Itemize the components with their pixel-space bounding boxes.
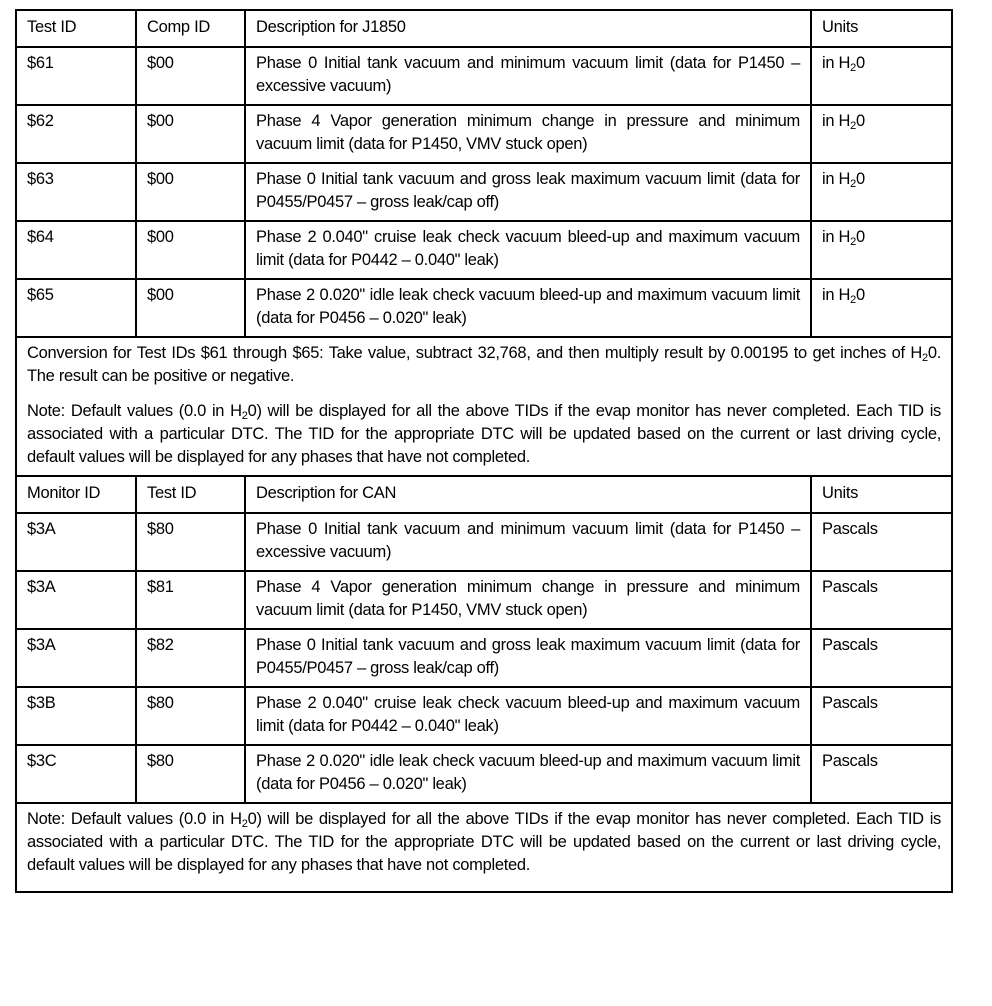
- units-subscript: 2: [850, 178, 856, 190]
- can-header-row: [16, 476, 952, 513]
- description-cell: Phase 2 0.040" cruise leak check vacuum bleed-up and maximum vacuum limit (data for P0442 – 0.040" leak): [245, 221, 811, 279]
- units-suffix: 0: [855, 286, 865, 304]
- conversion-subscript: 2: [922, 352, 928, 364]
- note-text: Note: Default values (0.0 in H: [27, 402, 242, 420]
- units-suffix: 0: [855, 112, 865, 130]
- comp-id-cell: $00: [136, 279, 245, 337]
- can-notes-cell: [16, 803, 952, 892]
- test-id-cell: $80: [136, 745, 245, 803]
- note-text-end: 0) will be displayed for all the above TIDs if the evap monitor has never completed. Each TID is associated with a particular DTC. The TID for the appropriate DTC will be updated based on the current or last driving cycle, default values will be displayed for any phases that have not completed.: [27, 810, 942, 874]
- monitor-id-cell: $3A: [16, 571, 136, 629]
- units-prefix: in H: [822, 54, 851, 72]
- table-row: [16, 687, 952, 745]
- description-cell: Phase 2 0.020" idle leak check vacuum bleed-up and maximum vacuum limit (data for P0456 – 0.020" leak): [245, 745, 811, 803]
- note-text-end: 0) will be displayed for all the above TIDs if the evap monitor has never completed. Each TID is associated with a particular DTC. The TID for the appropriate DTC will be updated based on the current or last driving cycle, default values will be displayed for any phases that have not completed.: [27, 402, 942, 466]
- units-subscript: 2: [850, 294, 856, 306]
- note-subscript: 2: [241, 818, 248, 830]
- units-suffix: 0: [855, 170, 865, 188]
- units-suffix: 0: [855, 54, 865, 72]
- units-subscript: 2: [850, 120, 856, 132]
- units-cell: [811, 221, 952, 279]
- table-row: [16, 163, 952, 221]
- j1850-notes-cell: [16, 337, 952, 476]
- test-id-cell: $81: [136, 571, 245, 629]
- monitor-id-cell: $3A: [16, 513, 136, 571]
- table-row: [16, 513, 952, 571]
- description-cell: Phase 4 Vapor generation minimum change in pressure and minimum vacuum limit (data for P1450, VMV stuck open): [245, 105, 811, 163]
- test-id-cell: $62: [16, 105, 136, 163]
- units-cell: [811, 279, 952, 337]
- can-notes-row: [16, 803, 952, 892]
- table-row: [16, 221, 952, 279]
- j1850-header-description: Description for J1850: [245, 10, 811, 47]
- j1850-header-test-id: Test ID: [16, 10, 136, 47]
- test-id-cell: $80: [136, 513, 245, 571]
- units-cell: [811, 105, 952, 163]
- test-id-cell: $64: [16, 221, 136, 279]
- description-cell: Phase 0 Initial tank vacuum and gross leak maximum vacuum limit (data for P0455/P0457 – gross leak/cap off): [245, 163, 811, 221]
- j1850-header-units: Units: [811, 10, 952, 47]
- test-id-cell: $82: [136, 629, 245, 687]
- units-cell: [811, 163, 952, 221]
- default-values-note: [27, 400, 941, 469]
- units-cell: Pascals: [811, 571, 952, 629]
- description-cell: Phase 2 0.040" cruise leak check vacuum bleed-up and maximum vacuum limit (data for P0442 – 0.040" leak): [245, 687, 811, 745]
- j1850-notes-row: [16, 337, 952, 476]
- default-values-note: [27, 808, 941, 877]
- test-id-cell: $63: [16, 163, 136, 221]
- comp-id-cell: $00: [136, 47, 245, 105]
- comp-id-cell: $00: [136, 105, 245, 163]
- comp-id-cell: $00: [136, 163, 245, 221]
- conversion-text-end: 0. The result can be positive or negative.: [27, 344, 941, 385]
- can-header-monitor-id: Monitor ID: [16, 476, 136, 513]
- table-row: [16, 105, 952, 163]
- table-row: [16, 745, 952, 803]
- j1850-header-comp-id: Comp ID: [136, 10, 245, 47]
- conversion-text: Conversion for Test IDs $61 through $65: Take value, subtract 32,768, and then multiply result by 0.00195 to get inches of H: [27, 344, 922, 362]
- comp-id-cell: $00: [136, 221, 245, 279]
- units-prefix: in H: [822, 228, 851, 246]
- conversion-note: [27, 342, 941, 388]
- description-cell: Phase 0 Initial tank vacuum and minimum vacuum limit (data for P1450 – excessive vacuum): [245, 513, 811, 571]
- description-cell: Phase 2 0.020" idle leak check vacuum bleed-up and maximum vacuum limit (data for P0456 – 0.020" leak): [245, 279, 811, 337]
- table-row: [16, 629, 952, 687]
- units-cell: Pascals: [811, 745, 952, 803]
- test-id-cell: $65: [16, 279, 136, 337]
- units-subscript: 2: [850, 236, 856, 248]
- units-prefix: in H: [822, 286, 851, 304]
- units-cell: Pascals: [811, 513, 952, 571]
- units-subscript: 2: [850, 62, 856, 74]
- can-header-description: Description for CAN: [245, 476, 811, 513]
- table-row: [16, 47, 952, 105]
- table-row: [16, 279, 952, 337]
- units-suffix: 0: [855, 228, 865, 246]
- evap-tid-table: [15, 9, 953, 893]
- test-id-cell: $61: [16, 47, 136, 105]
- monitor-id-cell: $3A: [16, 629, 136, 687]
- description-cell: Phase 0 Initial tank vacuum and minimum vacuum limit (data for P1450 – excessive vacuum): [245, 47, 811, 105]
- monitor-id-cell: $3B: [16, 687, 136, 745]
- table-row: [16, 571, 952, 629]
- j1850-header-row: [16, 10, 952, 47]
- units-cell: [811, 47, 952, 105]
- description-cell: Phase 0 Initial tank vacuum and gross leak maximum vacuum limit (data for P0455/P0457 – gross leak/cap off): [245, 629, 811, 687]
- can-header-test-id: Test ID: [136, 476, 245, 513]
- units-cell: Pascals: [811, 629, 952, 687]
- monitor-id-cell: $3C: [16, 745, 136, 803]
- note-text: Note: Default values (0.0 in H: [27, 810, 242, 828]
- can-header-units: Units: [811, 476, 952, 513]
- note-subscript: 2: [241, 410, 248, 422]
- test-id-cell: $80: [136, 687, 245, 745]
- units-prefix: in H: [822, 112, 851, 130]
- units-prefix: in H: [822, 170, 851, 188]
- description-cell: Phase 4 Vapor generation minimum change in pressure and minimum vacuum limit (data for P1450, VMV stuck open): [245, 571, 811, 629]
- units-cell: Pascals: [811, 687, 952, 745]
